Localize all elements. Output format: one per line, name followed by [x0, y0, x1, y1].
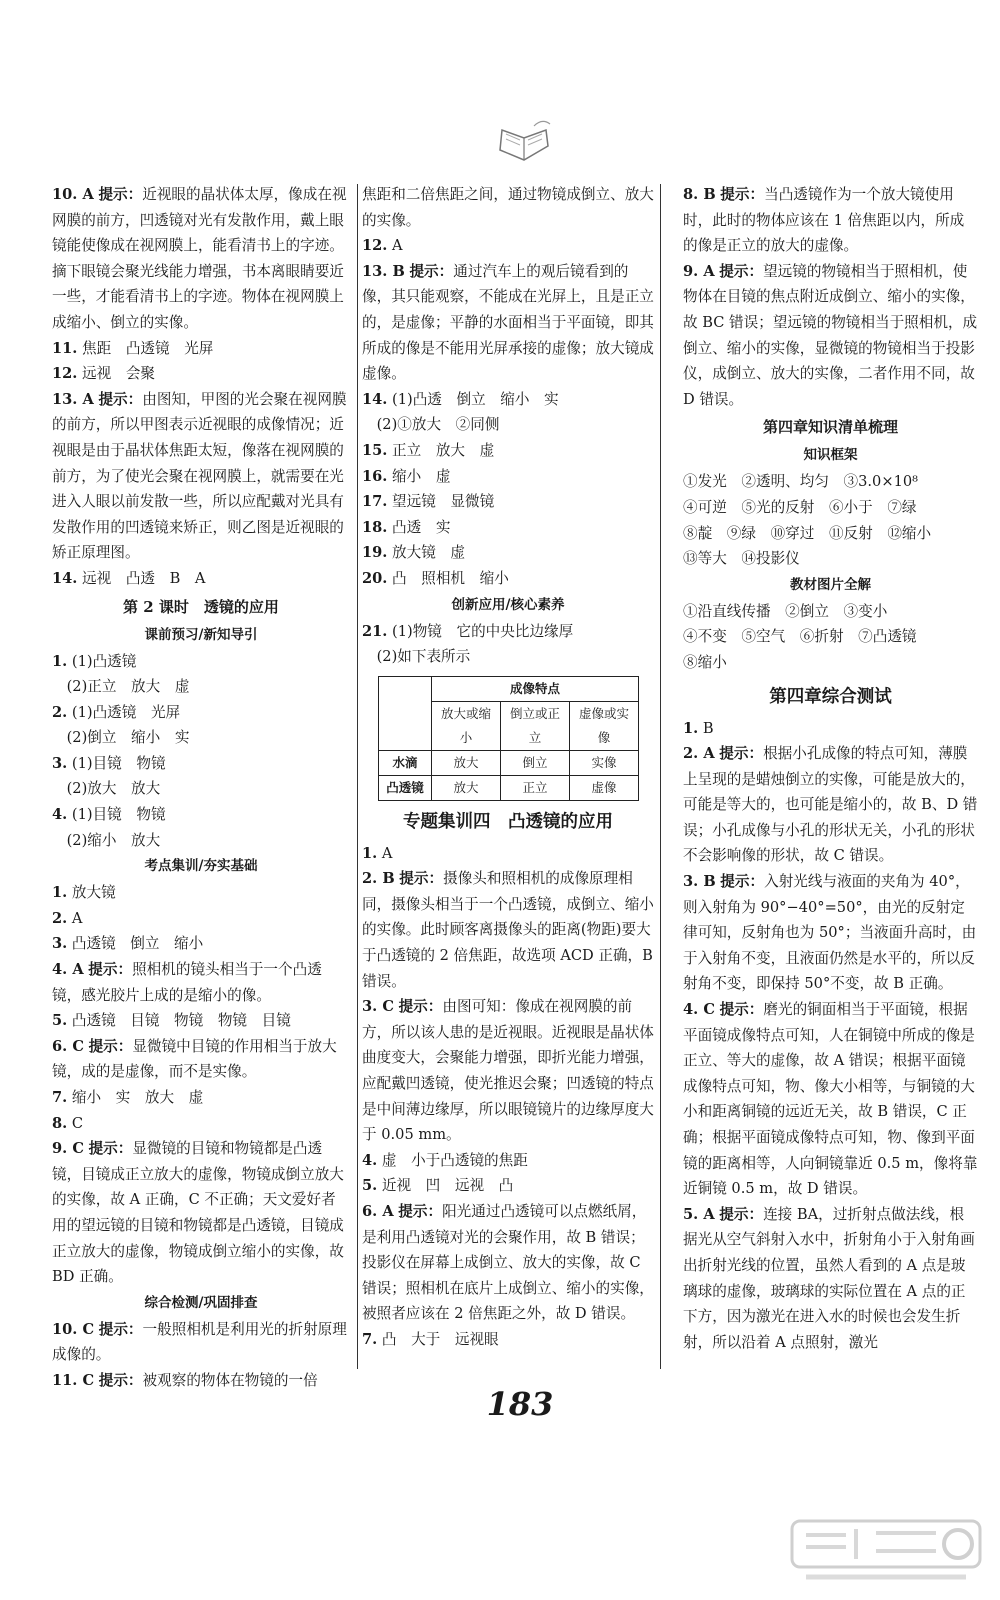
- answer-item: [362, 866, 654, 994]
- section-heading: 第 2 课时 透镜的应用: [123, 597, 279, 616]
- answer-number: 4. A: [52, 961, 84, 979]
- answer-number: 1.: [362, 844, 378, 862]
- answer-number: 3.: [52, 754, 68, 772]
- answer-text: 凸 大于 远视眼: [381, 1330, 499, 1348]
- answer-number: 9. C: [52, 1140, 84, 1158]
- answer-item: [683, 521, 978, 547]
- answer-text: B: [702, 719, 714, 737]
- answer-text: 虚 小于凸透镜的焦距: [381, 1151, 528, 1169]
- table-subheader: 放大或缩小: [432, 701, 501, 750]
- hint-label: 提示：: [399, 870, 444, 888]
- answer-item: [683, 599, 978, 625]
- hint-label: 提示：: [719, 262, 764, 280]
- table-cell: 正立: [501, 775, 570, 800]
- answer-item: [683, 624, 978, 650]
- answer-text: 照相机的镜头相当于一个凸透镜，感光胶片上成的是缩小的像。: [52, 961, 322, 1004]
- answer-item: [52, 674, 350, 700]
- answer-text: A: [392, 237, 403, 255]
- answer-text: 当凸透镜作为一个放大镜使用时，此时的物体应该在 1 倍焦距以内，所成的像是正立的放大的虚像。: [683, 186, 965, 255]
- answer-text: (1)目镜 物镜: [71, 806, 166, 824]
- hint-label: 提示：: [720, 186, 765, 203]
- section-heading: 考点集训/夯实基础: [144, 858, 258, 875]
- answer-number: 15.: [362, 441, 388, 459]
- section-heading: 专题集训四 凸透镜的应用: [403, 811, 613, 832]
- answer-text: 缩小 实 放大 虚: [71, 1089, 204, 1106]
- section-heading: 第四章综合测试: [769, 686, 892, 707]
- answer-item: [52, 828, 350, 854]
- table-header: 成像特点: [432, 676, 639, 701]
- answer-item: [683, 869, 978, 997]
- answer-number: 19.: [362, 544, 388, 562]
- answer-text: 近视 凹 远视 凸: [381, 1177, 514, 1195]
- answer-item: [52, 649, 350, 675]
- hint-label: 提示：: [719, 745, 764, 763]
- answer-text: 连接 BA，过折射点做法线，根据光从空气斜射入水中，折射角小于入射角画出折射光线的位置，虽然人看到的 A 点是玻璃球的虚像，玻璃球的实际位置在 A 点的正下方，因为激光在进入水的时候也会发生折射，所以沿着 A 点照射，激光: [683, 1205, 975, 1351]
- answer-text: 远视 凸透 B A: [82, 569, 206, 587]
- column-left: [52, 182, 350, 1394]
- answer-text: ④可逆 ⑤光的反射 ⑥小于 ⑦绿: [683, 498, 917, 516]
- answer-item: [52, 1008, 350, 1034]
- answer-text: 放大镜: [71, 884, 116, 902]
- column-middle: [362, 182, 654, 1353]
- answer-number: 20.: [362, 569, 388, 587]
- answer-number: 7.: [52, 1089, 68, 1106]
- answer-item: [52, 700, 350, 726]
- book-logo-icon: [494, 116, 554, 166]
- answer-text: 凸透镜 目镜 物镜 物镜 目镜: [71, 1012, 291, 1030]
- column-divider: [357, 184, 358, 1369]
- answer-text: 一般照相机是利用光的折射原理成像的。: [52, 1320, 347, 1364]
- answer-item: [362, 1327, 654, 1353]
- answer-item: [683, 1202, 978, 1356]
- table-row-label: 水滴: [379, 750, 432, 775]
- hint-label: 提示：: [98, 186, 143, 203]
- answer-number: 6. A: [362, 1203, 394, 1220]
- answer-item: [683, 741, 978, 869]
- answer-text: (1)凸透镜 光屏: [71, 703, 181, 721]
- hint-label: 提示：: [719, 1001, 764, 1019]
- answer-number: 14.: [362, 390, 388, 408]
- answer-number: 6. C: [52, 1037, 84, 1055]
- answer-number: 11.: [52, 339, 78, 357]
- hint-label: 提示：: [398, 1203, 443, 1220]
- answer-number: 2. A: [683, 745, 715, 763]
- table-cell: 实像: [570, 750, 639, 775]
- answer-number: 4. C: [683, 1001, 715, 1019]
- answer-text: 通过汽车上的观后镜看到的像，其只能观察，不能成在光屏上，且是正立的，是虚像；平静的水面相当于平面镜，即其所成的像是不能用光屏承接的虚像；放大镜成虚像。: [362, 262, 654, 383]
- answer-number: 21.: [362, 622, 388, 640]
- watermark-icon: [786, 1515, 986, 1590]
- answer-item: [362, 464, 654, 490]
- answer-text: 远视 会聚: [82, 365, 156, 383]
- answer-item: [683, 650, 978, 676]
- column-middle-bottom: [362, 805, 654, 1353]
- hint-label: 提示：: [98, 1371, 143, 1389]
- table-cell: 倒立: [501, 750, 570, 775]
- answer-text: 望远镜的物镜相当于照相机，使物体在目镜的焦点附近成倒立、缩小的实像，故 BC 错误；望远镜的物镜相当于照相机，成倒立、缩小的实像，显微镜的物镜相当于投影仪，成倒立、放大的实像，二者作用不同，故 D 错误。: [683, 262, 978, 408]
- answer-number: 8.: [52, 1114, 68, 1132]
- answer-text: ④不变 ⑤空气 ⑥折射 ⑦凸透镜: [683, 628, 917, 646]
- answer-text: A: [71, 909, 83, 927]
- table-corner: [379, 676, 432, 750]
- answer-item: [52, 1317, 350, 1368]
- answer-item: [362, 566, 654, 592]
- answer-item: [683, 546, 978, 572]
- column-divider: [660, 184, 661, 1369]
- section-heading: 教材图片全解: [790, 576, 871, 593]
- section-heading: 课前预习/新知导引: [144, 626, 258, 643]
- hint-label: 提示：: [719, 1205, 764, 1223]
- answer-number: 12.: [52, 365, 78, 383]
- answer-number: 1.: [52, 884, 68, 902]
- answer-item: [362, 644, 654, 670]
- answer-item: [52, 802, 350, 828]
- section-heading: 创新应用/核心素养: [451, 596, 565, 613]
- answer-item: [362, 182, 654, 233]
- answer-text: 被观察的物体在物镜的一倍: [142, 1371, 318, 1389]
- answer-text: (1)物镜 它的中央比边缘厚: [392, 622, 574, 640]
- column-middle-top: [362, 182, 654, 670]
- answer-item: [362, 387, 654, 413]
- answer-text: ①沿直线传播 ②倒立 ③变小: [683, 602, 888, 620]
- answer-number: 1.: [683, 719, 699, 737]
- table-cell: 放大: [432, 775, 501, 800]
- answer-number: 2.: [52, 909, 68, 927]
- answer-text: 阳光通过凸透镜可以点燃纸屑，是利用凸透镜对光的会聚作用，故 B 错误；投影仪在屏幕上成倒立、放大的实像，故 C 错误；照相机在底片上成倒立、缩小的实像，被照者应该在 2 倍焦距之外，故 D 错误。: [362, 1203, 654, 1323]
- answer-text: 显微镜的目镜和物镜都是凸透镜，目镜成正立放大的虚像，物镜成倒立放大的实像，故 A 正确，C 不正确；天文爱好者用的望远镜的目镜和物镜都是凸透镜，目镜成正立放大的虚像，物镜成倒立缩小的实像，故 BD 正确。: [52, 1140, 344, 1286]
- answer-text: 近视眼的晶状体太厚，像成在视网膜的前方，凹透镜对光有发散作用，戴上眼镜能使像成在视网膜上，能看清书上的字迹。摘下眼镜会聚光线能力增强，书本离眼睛要近一些，才能看清书上的字迹。物体在视网膜上成缩小、倒立的实像。: [52, 186, 347, 331]
- answer-number: 13. B: [362, 262, 405, 280]
- answer-text: (1)目镜 物镜: [71, 754, 166, 772]
- answer-number: 3. C: [362, 998, 394, 1016]
- answer-item: [362, 489, 654, 515]
- answer-text: (2)缩小 放大: [52, 831, 161, 849]
- answer-text: ①发光 ②透明、均匀 ③3.0×10⁸: [683, 473, 918, 491]
- answer-item: [52, 1085, 350, 1111]
- answer-item: [362, 619, 654, 645]
- answer-text: 放大镜 虚: [392, 544, 466, 562]
- answer-item: [683, 495, 978, 521]
- answer-item: [52, 1034, 350, 1085]
- answer-text: 凸 照相机 缩小: [392, 569, 509, 587]
- hint-label: 提示：: [88, 1037, 133, 1055]
- answer-item: [362, 259, 654, 387]
- table-subheader: 虚像或实像: [570, 701, 639, 750]
- answer-number: 11. C: [52, 1371, 95, 1389]
- answer-item: [52, 725, 350, 751]
- answer-item: [362, 1199, 654, 1327]
- answer-text: 入射光线与液面的夹角为 40°，则入射角为 90°−40°=50°，由光的反射定律可知，反射角也为 50°；当液面升高时，由于入射角不变，且液面仍然是水平的，所以反射角不变，即保持 50°不变，故 B 正确。: [683, 873, 977, 993]
- answer-number: 10. A: [52, 186, 94, 203]
- answer-number: 16.: [362, 467, 388, 485]
- hint-label: 提示：: [398, 998, 443, 1016]
- answer-item: [683, 259, 978, 413]
- answer-text: (2)倒立 缩小 实: [52, 729, 190, 747]
- answer-text: 由图知，甲图的光会聚在视网膜的前方，所以甲图表示近视眼的成像情况；近视眼是由于晶状体焦距太短，像落在视网膜的前方，为了使光会聚在视网膜上，就需要在光进入人眼以前发散一些，所以应配戴对光具有发散作用的凹透镜来矫正，则乙图是近视眼的矫正原理图。: [52, 390, 347, 562]
- answer-text: (2)放大 放大: [52, 780, 161, 798]
- hint-label: 提示：: [409, 262, 454, 280]
- answer-number: 17.: [362, 493, 388, 511]
- table-row: [379, 750, 639, 775]
- answer-text: 焦距 凸透镜 光屏: [82, 339, 214, 357]
- hint-label: 提示：: [88, 1140, 133, 1158]
- answer-item: [52, 751, 350, 777]
- answer-item: [52, 1111, 350, 1137]
- answer-number: 5. A: [683, 1205, 715, 1223]
- answer-item: [362, 540, 654, 566]
- table-row: [379, 775, 639, 800]
- answer-item: [683, 469, 978, 495]
- answer-item: [683, 716, 978, 742]
- hint-label: 提示：: [98, 390, 143, 408]
- answer-item: [362, 438, 654, 464]
- hint-label: 提示：: [98, 1320, 143, 1338]
- answer-text: (1)凸透镜: [71, 652, 137, 670]
- answer-item: [52, 182, 350, 336]
- answer-text: 显微镜中目镜的作用相当于放大镜，成的是虚像，而不是实像。: [52, 1037, 337, 1081]
- answer-text: 缩小 虚: [392, 467, 451, 485]
- answer-number: 2. B: [362, 870, 395, 888]
- answer-text: 磨光的铜面相当于平面镜，根据平面镜成像特点可知，人在铜镜中所成的像是正立、等大的虚像，故 A 错误；根据平面镜成像特点可知，物、像大小相等，与铜镜的大小和距离铜镜的远近无关，故 B 错误，C 正确；根据平面镜成像特点可知，物、像到平面镜的距离相等，人向铜镜靠近 0.5 m，像将靠近铜镜 0.5 m，故 D 错误。: [683, 1001, 978, 1198]
- answer-text: ⑬等大 ⑭投影仪: [683, 550, 800, 568]
- imaging-table: [378, 676, 639, 801]
- hint-label: 提示：: [720, 873, 765, 891]
- answer-item: [52, 361, 350, 387]
- answer-number: 8. B: [683, 186, 716, 203]
- answer-item: [52, 1136, 350, 1290]
- section-heading: 综合检测/巩固排查: [144, 1294, 258, 1311]
- answer-item: [362, 994, 654, 1148]
- answer-text: 望远镜 显微镜: [392, 493, 495, 511]
- answer-item: [683, 182, 978, 259]
- answer-text: 焦距和二倍焦距之间，通过物镜成倒立、放大的实像。: [362, 186, 654, 229]
- answer-item: [362, 233, 654, 259]
- table-cell: 放大: [432, 750, 501, 775]
- page-number: 183: [486, 1385, 554, 1423]
- answer-number: 5.: [362, 1177, 378, 1195]
- answer-text: 正立 放大 虚: [392, 441, 495, 459]
- answer-item: [52, 880, 350, 906]
- answer-number: 9. A: [683, 262, 715, 280]
- answer-item: [52, 566, 350, 592]
- table-row-label: 凸透镜: [379, 775, 432, 800]
- answer-item: [362, 1173, 654, 1199]
- answer-number: 18.: [362, 518, 388, 536]
- answer-number: 1.: [52, 652, 68, 670]
- answer-text: ⑧靛 ⑨绿 ⑩穿过 ⑪反射 ⑫缩小: [683, 524, 932, 542]
- answer-number: 2.: [52, 703, 68, 721]
- hint-label: 提示：: [88, 961, 133, 979]
- answer-item: [683, 997, 978, 1202]
- answer-item: [362, 412, 654, 438]
- answer-number: 3. B: [683, 873, 716, 891]
- answer-item: [52, 336, 350, 362]
- answer-number: 12.: [362, 237, 388, 255]
- answer-text: (2)正立 放大 虚: [52, 678, 190, 696]
- answer-item: [52, 776, 350, 802]
- answer-text: 凸透 实: [392, 518, 451, 536]
- answer-text: 由图可知：像成在视网膜的前方，所以该人患的是近视眼。近视眼是晶状体曲度变大，会聚能力增强，即折光能力增强，应配戴凹透镜，使光推迟会聚；凹透镜的特点是中间薄边缘厚，所以眼镜镜片的边缘厚度大于 0.05 mm。: [362, 998, 654, 1144]
- section-heading: 知识框架: [803, 447, 858, 464]
- answer-number: 10. C: [52, 1320, 95, 1338]
- answer-text: A: [381, 844, 393, 862]
- answer-number: 3.: [52, 935, 68, 953]
- answer-item: [362, 841, 654, 867]
- answer-item: [362, 1148, 654, 1174]
- answer-number: 13. A: [52, 390, 94, 408]
- answer-text: ⑧缩小: [683, 653, 727, 671]
- answer-text: (2)如下表所示: [362, 648, 471, 666]
- answer-number: 4.: [362, 1151, 378, 1169]
- answer-item: [52, 906, 350, 932]
- answer-text: (1)凸透 倒立 缩小 实: [392, 390, 559, 408]
- column-right: [683, 182, 978, 1355]
- answer-number: 4.: [52, 806, 68, 824]
- answer-item: [52, 931, 350, 957]
- answer-text: 根据小孔成像的特点可知，薄膜上呈现的是蜡烛倒立的实像，可能是放大的，可能是等大的，也可能是缩小的，故 B、D 错误；小孔成像与小孔的形状无关，小孔的形状不会影响像的形状，故 C 错误。: [683, 745, 978, 865]
- answer-item: [52, 1368, 350, 1394]
- answer-text: C: [71, 1114, 84, 1132]
- answer-number: 7.: [362, 1330, 378, 1348]
- table-subheader: 倒立或正立: [501, 701, 570, 750]
- answer-number: 5.: [52, 1012, 68, 1030]
- answer-text: 摄像头和照相机的成像原理相同，摄像头相当于一个凸透镜，成倒立、缩小的实像。此时顾客离摄像头的距离(物距)要大于凸透镜的 2 倍焦距，故选项 ACD 正确，B 错误。: [362, 870, 654, 990]
- section-heading: 第四章知识清单梳理: [762, 418, 898, 437]
- answer-number: 14.: [52, 569, 78, 587]
- answer-text: 凸透镜 倒立 缩小: [71, 935, 204, 953]
- table-cell: 虚像: [570, 775, 639, 800]
- answer-item: [362, 515, 654, 541]
- answer-item: [52, 387, 350, 566]
- answer-text: (2)①放大 ②同侧: [362, 416, 500, 434]
- answer-item: [52, 957, 350, 1008]
